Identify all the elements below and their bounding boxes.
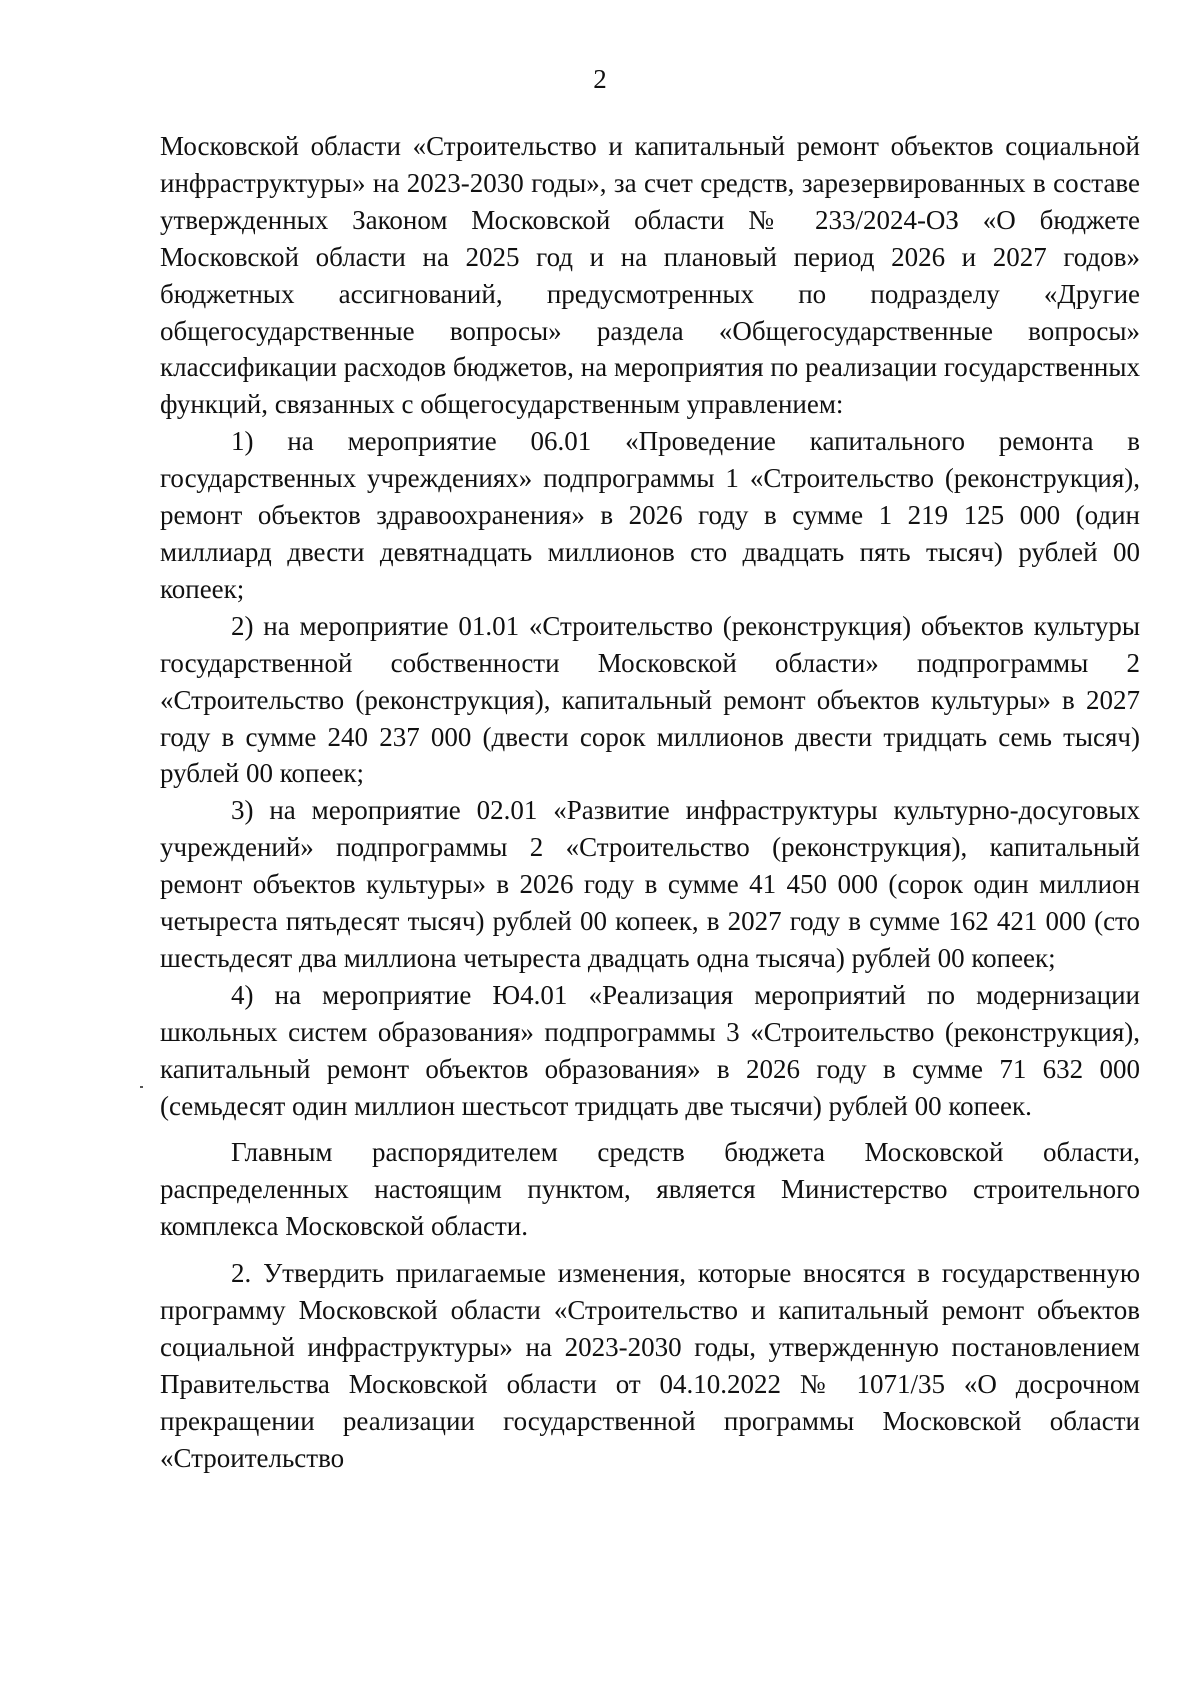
paragraph-item-2: 2) на мероприятие 01.01 «Строительство (реконструкция) объектов культуры государственной собственности Московской области» подпрограммы 2 «Строительство (реконструкция), капитальный ремонт объектов культуры» в 2027 году в сумме 240 237 000 (двести сорок миллионов двести тридцать семь тысяч) рублей 00 копеек;	[160, 610, 1140, 789]
page-number: 2	[593, 64, 607, 94]
scan-artifact-dot	[140, 1086, 143, 1088]
paragraph-approve-changes: 2. Утвердить прилагаемые изменения, которые вносятся в государственную программу Московской области «Строительство и капитальный ремонт объектов социальной инфраструктуры» на 2023-2030 годы, утвержденную постановлением Правительства Московской области от 04.10.2022 № 1071/35 «О досрочном прекращении реализации государственной программы Московской области «Строительство	[160, 1258, 1140, 1473]
paragraph-chief-administrator: Главным распорядителем средств бюджета Московской области, распределенных настоящим пунктом, является Министерство строительного комплекса Московской области.	[160, 1137, 1140, 1242]
document-body	[160, 128, 1140, 1477]
paragraph-item-1: 1) на мероприятие 06.01 «Проведение капитального ремонта в государственных учреждениях» подпрограммы 1 «Строительство (реконструкция), ремонт объектов здравоохранения» в 2026 году в сумме 1 219 125 000 (один миллиард двести девятнадцать миллионов сто двадцать пять тысяч) рублей 00 копеек;	[160, 426, 1140, 604]
paragraph-funding-intro: Московской области «Строительство и капитальный ремонт объектов социальной инфраструктуры» на 2023-2030 годы», за счет средств, зарезервированных в составе утвержденных Законом Московской области № 233/2024-ОЗ «О бюджете Московской области на 2025 год и на плановый период 2026 и 2027 годов» бюджетных ассигнований, предусмотренных по подразделу «Другие общегосударственные вопросы» раздела «Общегосударственные вопросы» классификации расходов бюджетов, на мероприятия по реализации государственных функций, связанных с общегосударственным управлением:	[160, 131, 1140, 420]
paragraph-item-4: 4) на мероприятие Ю4.01 «Реализация мероприятий по модернизации школьных систем образования» подпрограммы 3 «Строительство (реконструкция), капитальный ремонт объектов образования» в 2026 году в сумме 71 632 000 (семьдесят один миллион шестьсот тридцать две тысячи) рублей 00 копеек.	[160, 979, 1140, 1121]
paragraph-item-3: 3) на мероприятие 02.01 «Развитие инфраструктуры культурно-досуговых учреждений» подпрограммы 2 «Строительство (реконструкция), капитальный ремонт объектов культуры» в 2026 году в сумме 41 450 000 (сорок один миллион четыреста пятьдесят тысяч) рублей 00 копеек, в 2027 году в сумме 162 421 000 (сто шестьдесят два миллиона четыреста двадцать одна тысяча) рублей 00 копеек;	[160, 795, 1140, 973]
